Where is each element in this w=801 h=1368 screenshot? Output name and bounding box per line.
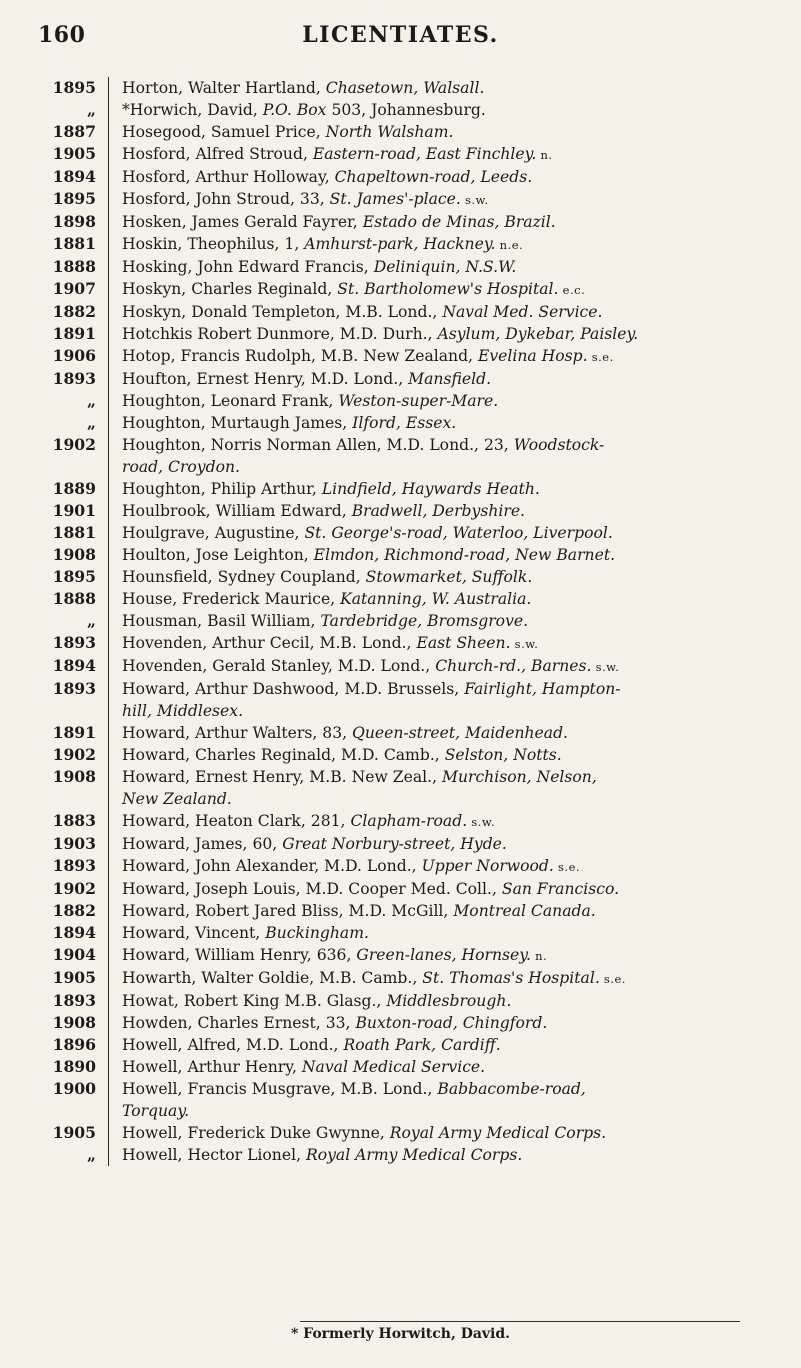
entry-name: Howard, Joseph Louis, M.D. Cooper Med. Coll., <box>122 880 502 898</box>
entry-text <box>122 922 796 944</box>
column-rule <box>108 166 122 188</box>
entry-name: Hoskyn, Donald Templeton, M.B. Lond., <box>122 303 443 321</box>
entry-address-continued: Torquay. <box>122 1102 190 1120</box>
list-item <box>0 522 801 544</box>
list-item <box>0 278 801 301</box>
entry-name: Howell, Hector Lionel, <box>122 1146 306 1164</box>
list-item <box>0 722 801 744</box>
entry-text <box>122 810 796 833</box>
entry-name: Howard, Robert Jared Bliss, M.D. McGill, <box>122 902 454 920</box>
entry-text <box>122 566 796 588</box>
entry-name: Hosegood, Samuel Price, <box>122 123 326 141</box>
entry-year: „ <box>87 100 96 119</box>
entry-name: Hosford, Arthur Holloway, <box>122 168 335 186</box>
entry-name: Howard, William Henry, 636, <box>122 946 357 964</box>
entry-name: Houghton, Murtaugh James, <box>122 414 353 432</box>
entry-name: *Horwich, David, <box>122 101 263 119</box>
column-rule <box>108 256 122 278</box>
list-item <box>0 588 801 610</box>
column-rule <box>108 655 122 678</box>
entry-address: Tardebridge, Bromsgrove. <box>320 612 529 630</box>
entry-address: Buckingham. <box>265 924 369 942</box>
column-rule <box>108 1034 122 1056</box>
entry-year: 1902 <box>52 745 96 764</box>
entry-text <box>122 610 796 632</box>
entry-text <box>122 1078 796 1122</box>
entry-name: Hounsfield, Sydney Coupland, <box>122 568 366 586</box>
entry-district: s.w. <box>510 637 539 651</box>
entry-year: 1898 <box>52 212 96 231</box>
entry-year: 1895 <box>52 189 96 208</box>
list-item <box>0 1122 801 1144</box>
entry-year: 1891 <box>52 324 96 343</box>
entry-year: 1891 <box>52 723 96 742</box>
entry-year: 1905 <box>52 144 96 163</box>
entry-year: 1894 <box>52 167 96 186</box>
entry-address: Elmdon, Richmond-road, New Barnet. <box>313 546 616 564</box>
entry-year: 1902 <box>52 879 96 898</box>
entry-district: s.w. <box>460 193 489 207</box>
entry-year: 1905 <box>52 968 96 987</box>
list-item <box>0 855 801 878</box>
column-rule <box>108 211 122 233</box>
column-rule <box>108 434 122 478</box>
entry-district: s.e. <box>599 972 626 986</box>
entry-year: „ <box>87 611 96 630</box>
entry-text <box>122 766 796 810</box>
entry-address: Selston, Notts. <box>444 746 562 764</box>
column-rule <box>108 833 122 855</box>
column-rule <box>108 233 122 256</box>
entry-address: Mansfield. <box>408 370 492 388</box>
entry-address: Bradwell, Derbyshire. <box>351 502 526 520</box>
entry-text <box>122 744 796 766</box>
column-rule <box>108 478 122 500</box>
list-item <box>0 922 801 944</box>
entry-year: 1881 <box>52 234 96 253</box>
entry-text <box>122 434 796 478</box>
footnote-rule <box>300 1321 740 1322</box>
column-rule <box>108 1012 122 1034</box>
entry-name: Howard, John Alexander, M.D. Lond., <box>122 857 422 875</box>
entry-address-continued: road, Croydon. <box>122 458 240 476</box>
entry-address: St. James'-place. <box>329 190 461 208</box>
column-rule <box>108 566 122 588</box>
list-item <box>0 566 801 588</box>
entry-name: House, Frederick Maurice, <box>122 590 341 608</box>
entry-text <box>122 900 796 922</box>
entry-address: East Sheen. <box>416 634 511 652</box>
list-item <box>0 632 801 655</box>
list-item <box>0 478 801 500</box>
list-item <box>0 211 801 233</box>
entry-name: Howarth, Walter Goldie, M.B. Camb., <box>122 969 423 987</box>
column-rule <box>108 390 122 412</box>
list-item <box>0 833 801 855</box>
column-rule <box>108 722 122 744</box>
page-number: 160 <box>38 22 86 48</box>
list-item <box>0 1034 801 1056</box>
column-rule <box>108 301 122 323</box>
entry-text <box>122 967 796 990</box>
column-rule <box>108 323 122 345</box>
list-item <box>0 233 801 256</box>
entry-year: 1888 <box>52 589 96 608</box>
entry-text <box>122 1122 796 1144</box>
entry-address: Church-rd., Barnes. <box>435 657 592 675</box>
entry-name: Howell, Francis Musgrave, M.B. Lond., <box>122 1080 438 1098</box>
entry-year: 1881 <box>52 523 96 542</box>
entry-text <box>122 855 796 878</box>
entry-address: Middlesbrough. <box>386 992 512 1010</box>
entry-text <box>122 1144 796 1166</box>
entry-address: Fairlight, Hampton- <box>464 680 621 698</box>
entry-name: Howell, Arthur Henry, <box>122 1058 302 1076</box>
list-item <box>0 878 801 900</box>
entry-year: 1894 <box>52 656 96 675</box>
entry-year: 1896 <box>52 1035 96 1054</box>
licentiate-list <box>0 77 801 1166</box>
column-rule <box>108 544 122 566</box>
entry-address: Royal Army Medical Corps. <box>389 1124 607 1142</box>
column-rule <box>108 121 122 143</box>
column-rule <box>108 77 122 99</box>
entry-name: Howard, Charles Reginald, M.D. Camb., <box>122 746 445 764</box>
entry-name: Hovenden, Arthur Cecil, M.B. Lond., <box>122 634 417 652</box>
entry-name: Howell, Alfred, M.D. Lond., <box>122 1036 344 1054</box>
entry-name: Howell, Frederick Duke Gwynne, <box>122 1124 390 1142</box>
entry-district: s.e. <box>587 350 614 364</box>
list-item <box>0 77 801 99</box>
column-rule <box>108 944 122 967</box>
entry-district: 503, Johannesburg. <box>326 101 486 119</box>
entry-name: Hosking, John Edward Francis, <box>122 258 374 276</box>
column-rule <box>108 967 122 990</box>
entry-year: 1890 <box>52 1057 96 1076</box>
entry-text <box>122 833 796 855</box>
list-item <box>0 345 801 368</box>
entry-text <box>122 500 796 522</box>
entry-text <box>122 722 796 744</box>
entry-text <box>122 1012 796 1034</box>
entry-text <box>122 655 796 678</box>
entry-address: Lindfield, Haywards Heath. <box>321 480 540 498</box>
entry-district: e.c. <box>558 283 586 297</box>
entry-year: „ <box>87 1145 96 1164</box>
list-item <box>0 744 801 766</box>
entry-name: Howard, Vincent, <box>122 924 266 942</box>
entry-year: 1888 <box>52 257 96 276</box>
list-item <box>0 301 801 323</box>
entry-name: Hosford, Alfred Stroud, <box>122 145 313 163</box>
entry-name: Hovenden, Gerald Stanley, M.D. Lond., <box>122 657 436 675</box>
list-item <box>0 900 801 922</box>
column-rule <box>108 766 122 810</box>
entry-name: Houghton, Norris Norman Allen, M.D. Lond., 23, <box>122 436 514 454</box>
entry-text <box>122 632 796 655</box>
list-item <box>0 412 801 434</box>
entry-address: Amhurst-park, Hackney. <box>304 235 496 253</box>
column-rule <box>108 1056 122 1078</box>
entry-name: Houlton, Jose Leighton, <box>122 546 314 564</box>
column-rule <box>108 1144 122 1166</box>
entry-year: 1894 <box>52 923 96 942</box>
column-rule <box>108 143 122 166</box>
entry-year: 1882 <box>52 302 96 321</box>
entry-address: Evelina Hosp. <box>477 347 588 365</box>
entry-text <box>122 522 796 544</box>
list-item <box>0 944 801 967</box>
entry-name: Howard, James, 60, <box>122 835 283 853</box>
entry-text <box>122 233 796 256</box>
entry-address: St. Thomas's Hospital. <box>422 969 600 987</box>
entry-text <box>122 301 796 323</box>
entry-address: St. George's-road, Waterloo, Liverpool. <box>304 524 613 542</box>
column-rule <box>108 345 122 368</box>
entry-address: Chasetown, Walsall. <box>325 79 485 97</box>
list-item <box>0 544 801 566</box>
entry-address: Clapham-road. <box>350 812 468 830</box>
column-rule <box>108 855 122 878</box>
entry-address: San Francisco. <box>501 880 620 898</box>
list-item <box>0 610 801 632</box>
list-item <box>0 368 801 390</box>
entry-text <box>122 256 796 278</box>
entry-name: Houghton, Leonard Frank, <box>122 392 339 410</box>
entry-text <box>122 345 796 368</box>
entry-year: 1906 <box>52 346 96 365</box>
column-rule <box>108 278 122 301</box>
entry-year: 1893 <box>52 369 96 388</box>
entry-text <box>122 412 796 434</box>
entry-name: Howard, Ernest Henry, M.B. New Zeal., <box>122 768 442 786</box>
entry-address: Chapeltown-road, Leeds. <box>334 168 533 186</box>
entry-text <box>122 588 796 610</box>
column-rule <box>108 1078 122 1122</box>
entry-text <box>122 166 796 188</box>
list-item <box>0 434 801 478</box>
list-item <box>0 1078 801 1122</box>
entry-text <box>122 99 796 121</box>
entry-address: Montreal Canada. <box>453 902 596 920</box>
entry-address: Eastern-road, East Finchley. <box>312 145 537 163</box>
entry-name: Howard, Arthur Walters, 83, <box>122 724 353 742</box>
entry-text <box>122 188 796 211</box>
list-item <box>0 166 801 188</box>
entry-name: Howat, Robert King M.B. Glasg., <box>122 992 387 1010</box>
entry-text <box>122 390 796 412</box>
list-item <box>0 655 801 678</box>
entry-year: 1903 <box>52 834 96 853</box>
list-item <box>0 188 801 211</box>
entry-text <box>122 278 796 301</box>
list-item <box>0 810 801 833</box>
entry-address: Roath Park, Cardiff. <box>343 1036 501 1054</box>
column-rule <box>108 500 122 522</box>
entry-name: Houghton, Philip Arthur, <box>122 480 322 498</box>
entry-name: Houlgrave, Augustine, <box>122 524 305 542</box>
list-item <box>0 390 801 412</box>
entry-district: s.w. <box>467 815 496 829</box>
entry-name: Housman, Basil William, <box>122 612 321 630</box>
entry-text <box>122 368 796 390</box>
list-item <box>0 143 801 166</box>
entry-address: Upper Norwood. <box>421 857 554 875</box>
entry-name: Hotchkis Robert Dunmore, M.D. Durh., <box>122 325 438 343</box>
entry-address: Queen-street, Maidenhead. <box>352 724 569 742</box>
entry-address: P.O. Box <box>262 101 327 119</box>
entry-name: Houlbrook, William Edward, <box>122 502 352 520</box>
column-rule <box>108 922 122 944</box>
entry-text <box>122 678 796 722</box>
entry-text <box>122 323 796 345</box>
entry-address: Murchison, Nelson, <box>441 768 597 786</box>
entry-year: 1893 <box>52 633 96 652</box>
entry-text <box>122 878 796 900</box>
entry-address: St. Bartholomew's Hospital. <box>337 280 559 298</box>
entry-address: North Walsham. <box>325 123 454 141</box>
entry-name: Hotop, Francis Rudolph, M.B. New Zealand, <box>122 347 478 365</box>
entry-name: Howard, Arthur Dashwood, M.D. Brussels, <box>122 680 465 698</box>
entry-district: n.e. <box>495 238 524 252</box>
entry-name: Hoskin, Theophilus, 1, <box>122 235 305 253</box>
entry-name: Hoskyn, Charles Reginald, <box>122 280 338 298</box>
list-item <box>0 678 801 722</box>
entry-text <box>122 211 796 233</box>
list-item <box>0 256 801 278</box>
column-rule <box>108 99 122 121</box>
entry-name: Howden, Charles Ernest, 33, <box>122 1014 356 1032</box>
entry-address: Woodstock- <box>513 436 605 454</box>
entry-name: Houfton, Ernest Henry, M.D. Lond., <box>122 370 409 388</box>
entry-address: Naval Med. Service. <box>442 303 603 321</box>
entry-address: Stowmarket, Suffolk. <box>365 568 533 586</box>
entry-text <box>122 478 796 500</box>
entry-address: Buxton-road, Chingford. <box>355 1014 548 1032</box>
entry-text <box>122 544 796 566</box>
entry-year: 1893 <box>52 991 96 1010</box>
list-item <box>0 1056 801 1078</box>
page-header <box>0 22 801 52</box>
entry-address: Asylum, Dykebar, Paisley. <box>437 325 639 343</box>
list-item <box>0 990 801 1012</box>
list-item <box>0 323 801 345</box>
entry-district: s.w. <box>591 660 620 674</box>
entry-address-continued: New Zealand. <box>122 790 232 808</box>
entry-year: 1882 <box>52 901 96 920</box>
list-item <box>0 1144 801 1166</box>
column-rule <box>108 810 122 833</box>
entry-year: 1887 <box>52 122 96 141</box>
column-rule <box>108 678 122 722</box>
column-rule <box>108 522 122 544</box>
column-rule <box>108 744 122 766</box>
entry-district: s.e. <box>553 860 581 874</box>
entry-year: 1893 <box>52 679 96 698</box>
entry-text <box>122 1056 796 1078</box>
entry-address: Deliniquin, N.S.W. <box>373 258 517 276</box>
entry-year: 1883 <box>52 811 96 830</box>
entry-address: Naval Medical Service. <box>301 1058 486 1076</box>
column-rule <box>108 878 122 900</box>
column-rule <box>108 412 122 434</box>
footnote: * Formerly Horwitch, David. <box>290 1326 511 1342</box>
entry-address-continued: hill, Middlesex. <box>122 702 244 720</box>
entry-year: 1889 <box>52 479 96 498</box>
entry-year: 1908 <box>52 545 96 564</box>
entry-name: Howard, Heaton Clark, 281, <box>122 812 351 830</box>
entry-address: Ilford, Essex. <box>352 414 457 432</box>
list-item <box>0 500 801 522</box>
entry-address: Royal Army Medical Corps. <box>305 1146 523 1164</box>
column-rule <box>108 588 122 610</box>
entry-year: 1893 <box>52 856 96 875</box>
entry-district: n. <box>530 949 548 963</box>
entry-text <box>122 990 796 1012</box>
entry-address: Estado de Minas, Brazil. <box>362 213 556 231</box>
column-rule <box>108 188 122 211</box>
entry-text <box>122 944 796 967</box>
column-rule <box>108 368 122 390</box>
list-item <box>0 766 801 810</box>
entry-text <box>122 143 796 166</box>
list-item <box>0 967 801 990</box>
entry-year: „ <box>87 413 96 432</box>
column-rule <box>108 900 122 922</box>
entry-name: Hosken, James Gerald Fayrer, <box>122 213 363 231</box>
entry-address: Great Norbury-street, Hyde. <box>282 835 507 853</box>
entry-name: Hosford, John Stroud, 33, <box>122 190 330 208</box>
entry-year: „ <box>87 391 96 410</box>
entry-year: 1901 <box>52 501 96 520</box>
list-item <box>0 121 801 143</box>
entry-year: 1902 <box>52 435 96 454</box>
entry-address: Weston-super-Mare. <box>338 392 499 410</box>
running-head: LICENTIATES. <box>302 22 499 48</box>
entry-year: 1908 <box>52 1013 96 1032</box>
entry-text <box>122 77 796 99</box>
entry-year: 1907 <box>52 279 96 298</box>
column-rule <box>108 1122 122 1144</box>
entry-year: 1904 <box>52 945 96 964</box>
entry-address: Babbacombe-road, <box>437 1080 586 1098</box>
entry-year: 1900 <box>52 1079 96 1098</box>
entry-text <box>122 121 796 143</box>
column-rule <box>108 610 122 632</box>
entry-year: 1895 <box>52 567 96 586</box>
entry-text <box>122 1034 796 1056</box>
entry-district: n. <box>536 148 553 162</box>
list-item <box>0 99 801 121</box>
column-rule <box>108 990 122 1012</box>
entry-year: 1905 <box>52 1123 96 1142</box>
entry-year: 1908 <box>52 767 96 786</box>
entry-year: 1895 <box>52 78 96 97</box>
entry-address: Green-lanes, Hornsey. <box>356 946 531 964</box>
list-item <box>0 1012 801 1034</box>
entry-address: Katanning, W. Australia. <box>340 590 532 608</box>
entry-name: Horton, Walter Hartland, <box>122 79 326 97</box>
column-rule <box>108 632 122 655</box>
